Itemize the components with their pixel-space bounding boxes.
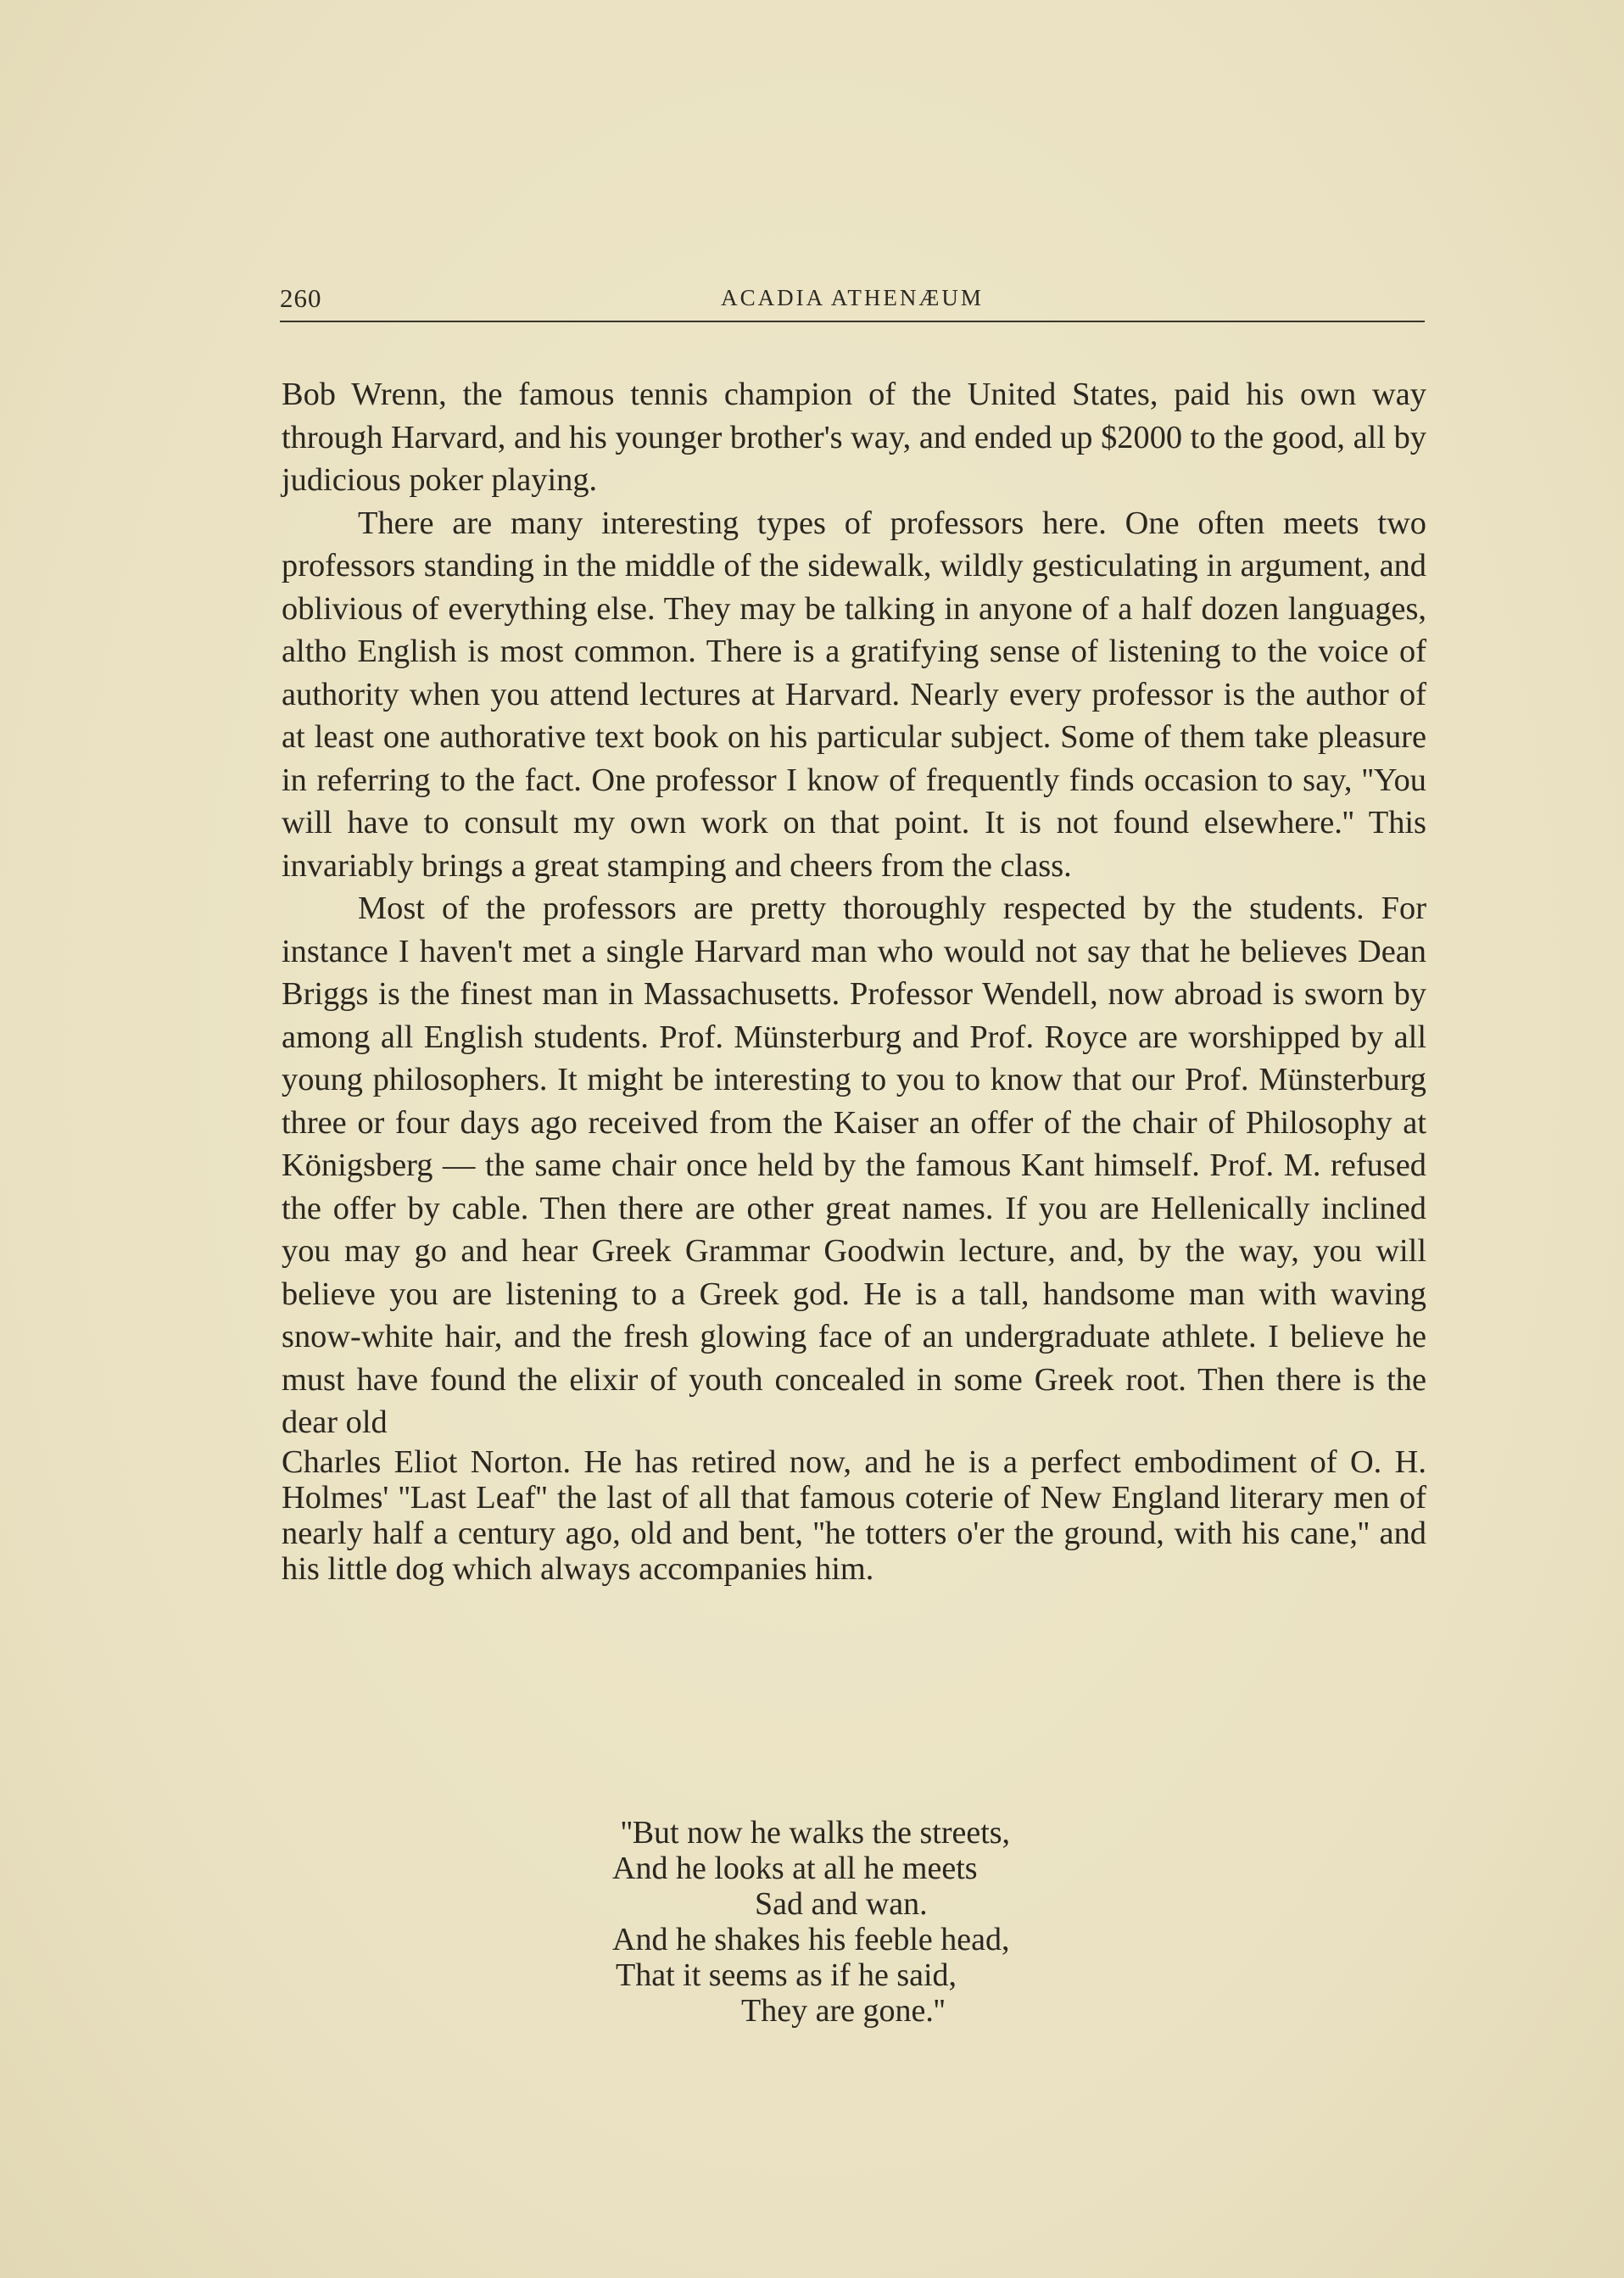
paragraph-4: Charles Eliot Norton. He has retired now, and he is a perfect embodiment of O. H. Holmes' ''Last Leaf'' the last of all that famous coterie of New England literary men of nearly half a century ago, old and bent, ''he totters o'er the ground, with his cane,'' and his little dog which always accompanies him. [282, 1443, 1426, 1587]
page-number: 260 [280, 283, 322, 313]
poem-line: They are gone.'' [741, 1993, 946, 2029]
poem-line: Sad and wan. [755, 1886, 928, 1922]
body-text [282, 373, 1426, 1587]
paragraph-1: Bob Wrenn, the famous tennis champion of the United States, paid his own way through Harvard, and his younger brother's way, and ended up $2000 to the good, all by judicious poker playing. [282, 377, 1426, 498]
poem-quotation [612, 1815, 1206, 2029]
running-header [280, 280, 1425, 322]
paragraph-2: There are many interesting types of professors here. One often meets two professors standing in the middle of the sidewalk, wildly gesticulating in argument, and oblivious of everything else. They may be talking in anyone of a half dozen languages, altho English is most common. There is a gratifying sense of listening to the voice of authority when you attend lectures at Harvard. Nearly every professor is the author of at least one authorative text book on his particular subject. Some of them take pleasure in referring to the fact. One professor I know of frequently finds occasion to say, ''You will have to consult my own work on that point. It is not found elsewhere.'' This invariably brings a great stamping and cheers from the class. [282, 505, 1426, 884]
paragraph-3: Most of the professors are pretty thoroughly respected by the students. For instance I haven't met a single Harvard man who would not say that he believes Dean Briggs is the finest man in Massachusetts. Professor Wendell, now abroad is sworn by among all English students. Prof. Münsterburg and Prof. Royce are worshipped by all young philosophers. It might be interesting to you to know that our Prof. Münsterburg three or four days ago received from the Kaiser an offer of the chair of Philosophy at Königsberg — the same chair once held by the famous Kant himself. Prof. M. refused the offer by cable. Then there are other great names. If you are Hellenically inclined you may go and hear Greek Grammar Goodwin lecture, and, by the way, you will believe you are listening to a Greek god. He is a tall, handsome man with waving snow-white hair, and the fresh glowing face of an undergraduate athlete. I believe he must have found the elixir of youth concealed in some Greek root. Then there is the dear old [282, 891, 1426, 1440]
running-head-title: ACADIA ATHENÆUM [721, 285, 984, 310]
poem-line: That it seems as if he said, [616, 1957, 957, 1993]
poem-line: And he looks at all he meets [612, 1851, 978, 1886]
poem-line: And he shakes his feeble head, [612, 1922, 1010, 1957]
poem-line: ''But now he walks the streets, [621, 1815, 1011, 1851]
